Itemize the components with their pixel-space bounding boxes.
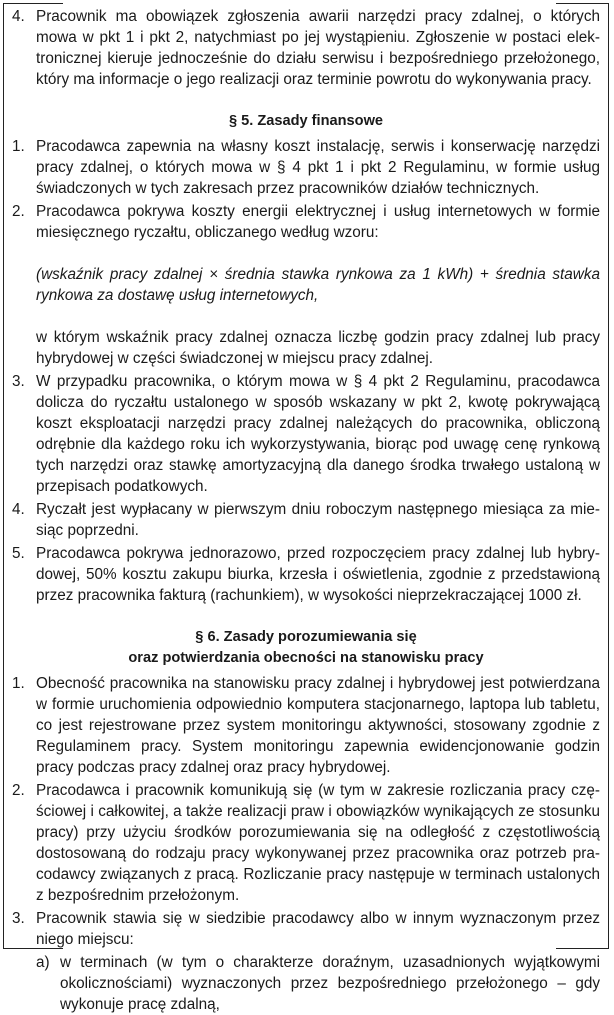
list-item — [12, 499, 600, 541]
item-text: W przypadku pracownika, o którym mowa w § 4 pkt 2 Regulaminu, pracodawca dolicza do ryczałtu ustalonego w sposób wskazany w pkt 2, kwotę pokrywającą koszt eksploatacji narzędzi pracy zdalnej należących do pracownika, obliczoną odrębnie dla każdego roku ich wykorzystywania, biorąc pod uwagę cenę rynkową tych narzędzi oraz stawkę amortyzacyjną dla danego środka trwałego ustaloną w przepisach podatkowych. — [36, 373, 600, 495]
list-item — [12, 136, 600, 199]
formula-explanation: w którym wskaźnik pracy zdalnej oznacza liczbę godzin pracy zdalnej lub pracy hybrydowej w części świadczonej w miejscu pracy zdalnej. — [36, 329, 600, 367]
item-text: Pracodawca pokrywa koszty energii elektrycznej i usług internetowych w formie miesięcznego ryczałtu, obliczanego według wzoru: — [36, 203, 600, 241]
item-text: Obecność pracownika na stanowisku pracy zdalnej i hybrydowej jest potwierdzana w formie uruchomienia odpowiednio komputera stacjonarnego, laptopa lub tabletu, co jest rejestrowane przez system monitoringu aktywności, stosowany zgodnie z Regulaminem pracy. System monitoringu zapewnia ewidencjonowanie godzin pracy podczas pracy zdalnej oraz pracy hybrydowej. — [36, 675, 600, 776]
list-item — [12, 673, 600, 778]
item-text: Pracownik stawia się w siedzibie pracodawcy albo w innym wyznaczonym przez niego miejscu: — [36, 910, 600, 948]
section-heading — [12, 627, 600, 669]
item-number: 3. — [12, 910, 25, 927]
list-item — [12, 201, 600, 369]
item-text: Pracodawca i pracownik komunikują się (w tym w zakresie rozliczania pracy częściowej i całkowitej, a także realizacji praw i obowiązków wynikających ze stosunku pracy) przy użyciu środków porozumiewania się na odległość z częstotliwością dostosowaną do rodzaju pracy wykonywanej przez pracownika oraz potrzeb pracodawcy związanych z pracą. Rozliczanie pracy następuje w terminach ustalonych z bezpośrednim przełożonym. — [36, 782, 600, 904]
sub-item — [36, 952, 600, 1015]
formula: (wskaźnik pracy zdalnej × średnia stawka rynkowa za 1 kWh) + średnia stawka rynkowa za dostawę usług internetowych, — [36, 266, 600, 304]
section-heading: § 5. Zasady finansowe — [228, 113, 384, 129]
document-body — [12, 5, 600, 1015]
item-number: 4. — [12, 501, 25, 518]
section-heading-line: § 6. Zasady porozumiewania się — [195, 629, 417, 645]
item-text: Ryczałt jest wypłacany w pierwszym dniu roboczym następnego miesiąca za miesiąc poprzedni. — [36, 501, 600, 539]
frame-corner-top-left — [3, 3, 63, 4]
list-item — [12, 908, 600, 1015]
item-number: 4. — [12, 8, 25, 25]
list-item — [12, 780, 600, 906]
item-number: 2. — [12, 782, 25, 799]
item-number: 1. — [12, 138, 25, 155]
item-number: 5. — [12, 545, 25, 562]
frame-border-left — [3, 3, 4, 948]
item-text: Pracownik ma obowiązek zgłoszenia awarii narzędzi pracy zdalnej, o których mowa w pkt 1 i pkt 2, natychmiast po jej wystąpieniu. Zgłoszenie w postaci elektronicznej kieruje jednocześnie do działu serwisu i bezpośredniego przełożonego, który ma informacje o jego realizacji oraz terminie powrotu do wykonywania pracy. — [36, 8, 600, 88]
section-heading-line: oraz potwierdzania obecności na stanowisku pracy — [128, 650, 484, 666]
list-item — [12, 543, 600, 606]
item-text: Pracodawca zapewnia na własny koszt instalację, serwis i konserwację narzędzi pracy zdalnej, o których mowa w § 4 pkt 1 i pkt 2 Regulaminu, w formie usług świadczonych w tych zakresach przez pracowników działów technicznych. — [36, 138, 600, 197]
sub-item-letter: a) — [36, 954, 50, 971]
item-text: Pracodawca pokrywa jednorazowo, przed rozpoczęciem pracy zdalnej lub hybrydowej, 50% kosztu zakupu biurka, krzesła i oświetlenia, zgodnie z przedstawioną przez pracownika fakturą (rachunkiem), w wysokości nieprzekraczającej 1000 zł. — [36, 545, 600, 604]
item-number: 1. — [12, 675, 25, 692]
list-item — [12, 371, 600, 497]
frame-border-right — [608, 3, 609, 948]
list-item — [12, 6, 600, 90]
item-number: 3. — [12, 373, 25, 390]
sub-item-text: w terminach (w tym o charakterze doraźnym, uzasadnionych wyjątkowymi okolicznościami) wyznaczonych przez bezpośredniego przełożonego – gdy wykonuje pracę zdalną, — [60, 954, 600, 1013]
item-number: 2. — [12, 203, 25, 220]
frame-corner-top-right — [556, 3, 609, 4]
